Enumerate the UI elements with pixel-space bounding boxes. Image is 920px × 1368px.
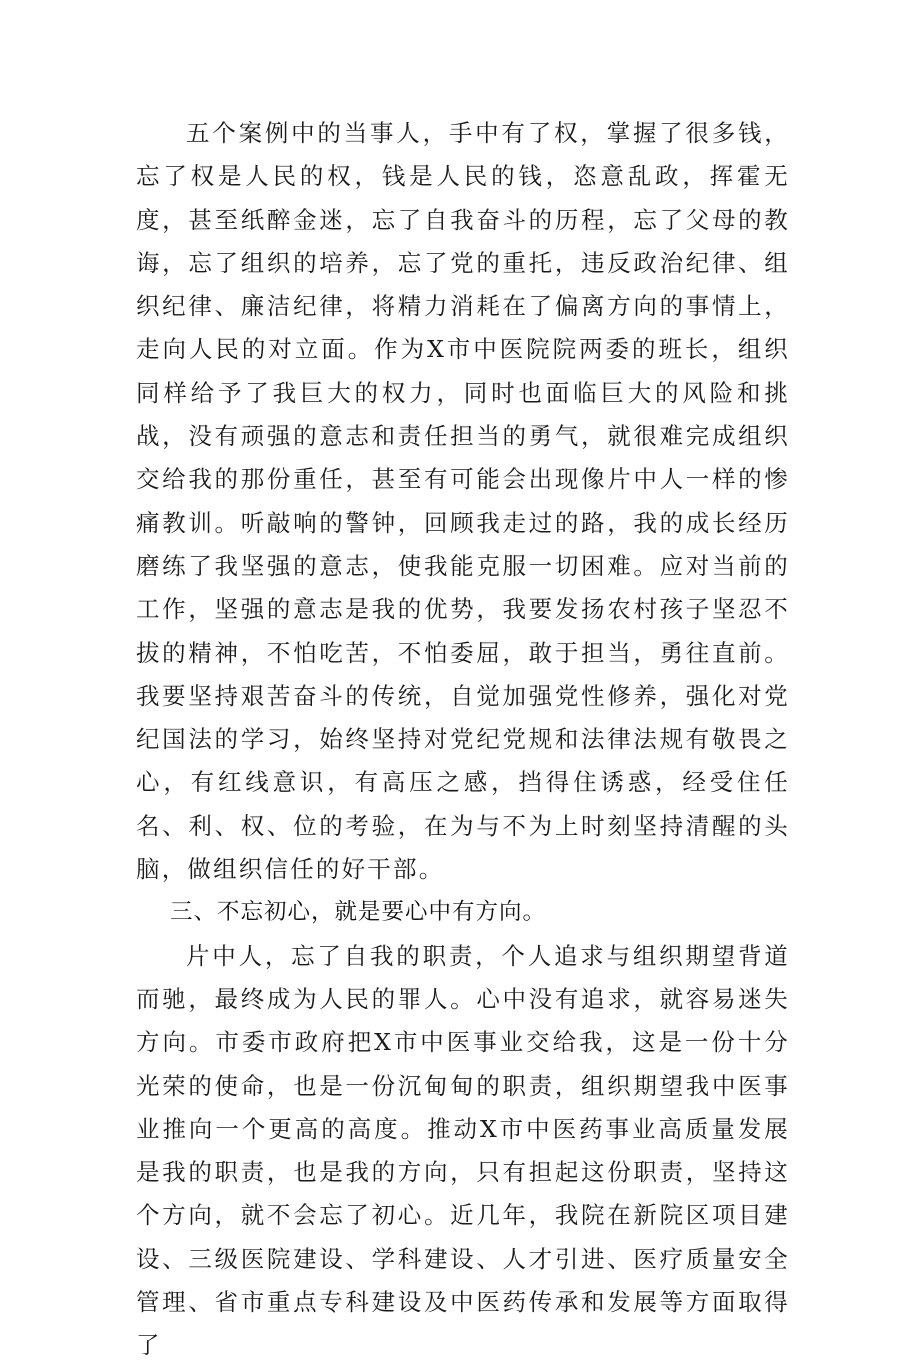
document-body [136, 112, 790, 1368]
section-heading: 三、不忘初心，就是要心中有方向。 [170, 899, 547, 926]
body-paragraph: 五个案例中的当事人，手中有了权，掌握了很多钱，忘了权是人民的权，钱是人民的钱，恣意乱政，挥霍无度，甚至纸醉金迷，忘了自我奋斗的历程，忘了父母的教诲，忘了组织的培养，忘了党的重托，违反政治纪律、组织纪律、廉洁纪律，将精力消耗在了偏离方向的事情上，走向人民的对立面。作为X市中医院院两委的班长，组织同样给予了我巨大的权力，同时也面临巨大的风险和挑战，没有顽强的意志和责任担当的勇气，就很难完成组织交给我的那份重任，甚至有可能会出现像片中人一样的惨痛教训。听敲响的警钟，回顾我走过的路，我的成长经历磨练了我坚强的意志，使我能克服一切困难。应对当前的工作，坚强的意志是我的优势，我要发扬农村孩子坚忍不拔的精神，不怕吃苦，不怕委屈，敢于担当，勇往直前。我要坚持艰苦奋斗的传统，自觉加强党性修养，强化对党纪国法的学习，始终坚持对党纪党规和法律法规有敬畏之心，有红线意识，有高压之感，挡得住诱惑，经受住任名、利、权、位的考验，在为与不为上时刻坚持清醒的头脑，做组织信任的好干部。 [136, 119, 790, 884]
body-paragraph: 片中人，忘了自我的职责，个人追求与组织期望背道而驰，最终成为人民的罪人。心中没有追求，就容易迷失方向。市委市政府把X市中医事业交给我，这是一份十分光荣的使命，也是一份沉甸甸的职责，组织期望我中医事业推向一个更高的高度。推动X市中医药事业高质量发展是我的职责，也是我的方向，只有担起这份职责，坚持这个方向，就不会忘了初心。近几年，我院在新院区项目建设、三级医院建设、学科建设、人才引进、医疗质量安全管理、省市重点专科建设及中医药传承和发展等方面取得了 [136, 941, 790, 1360]
